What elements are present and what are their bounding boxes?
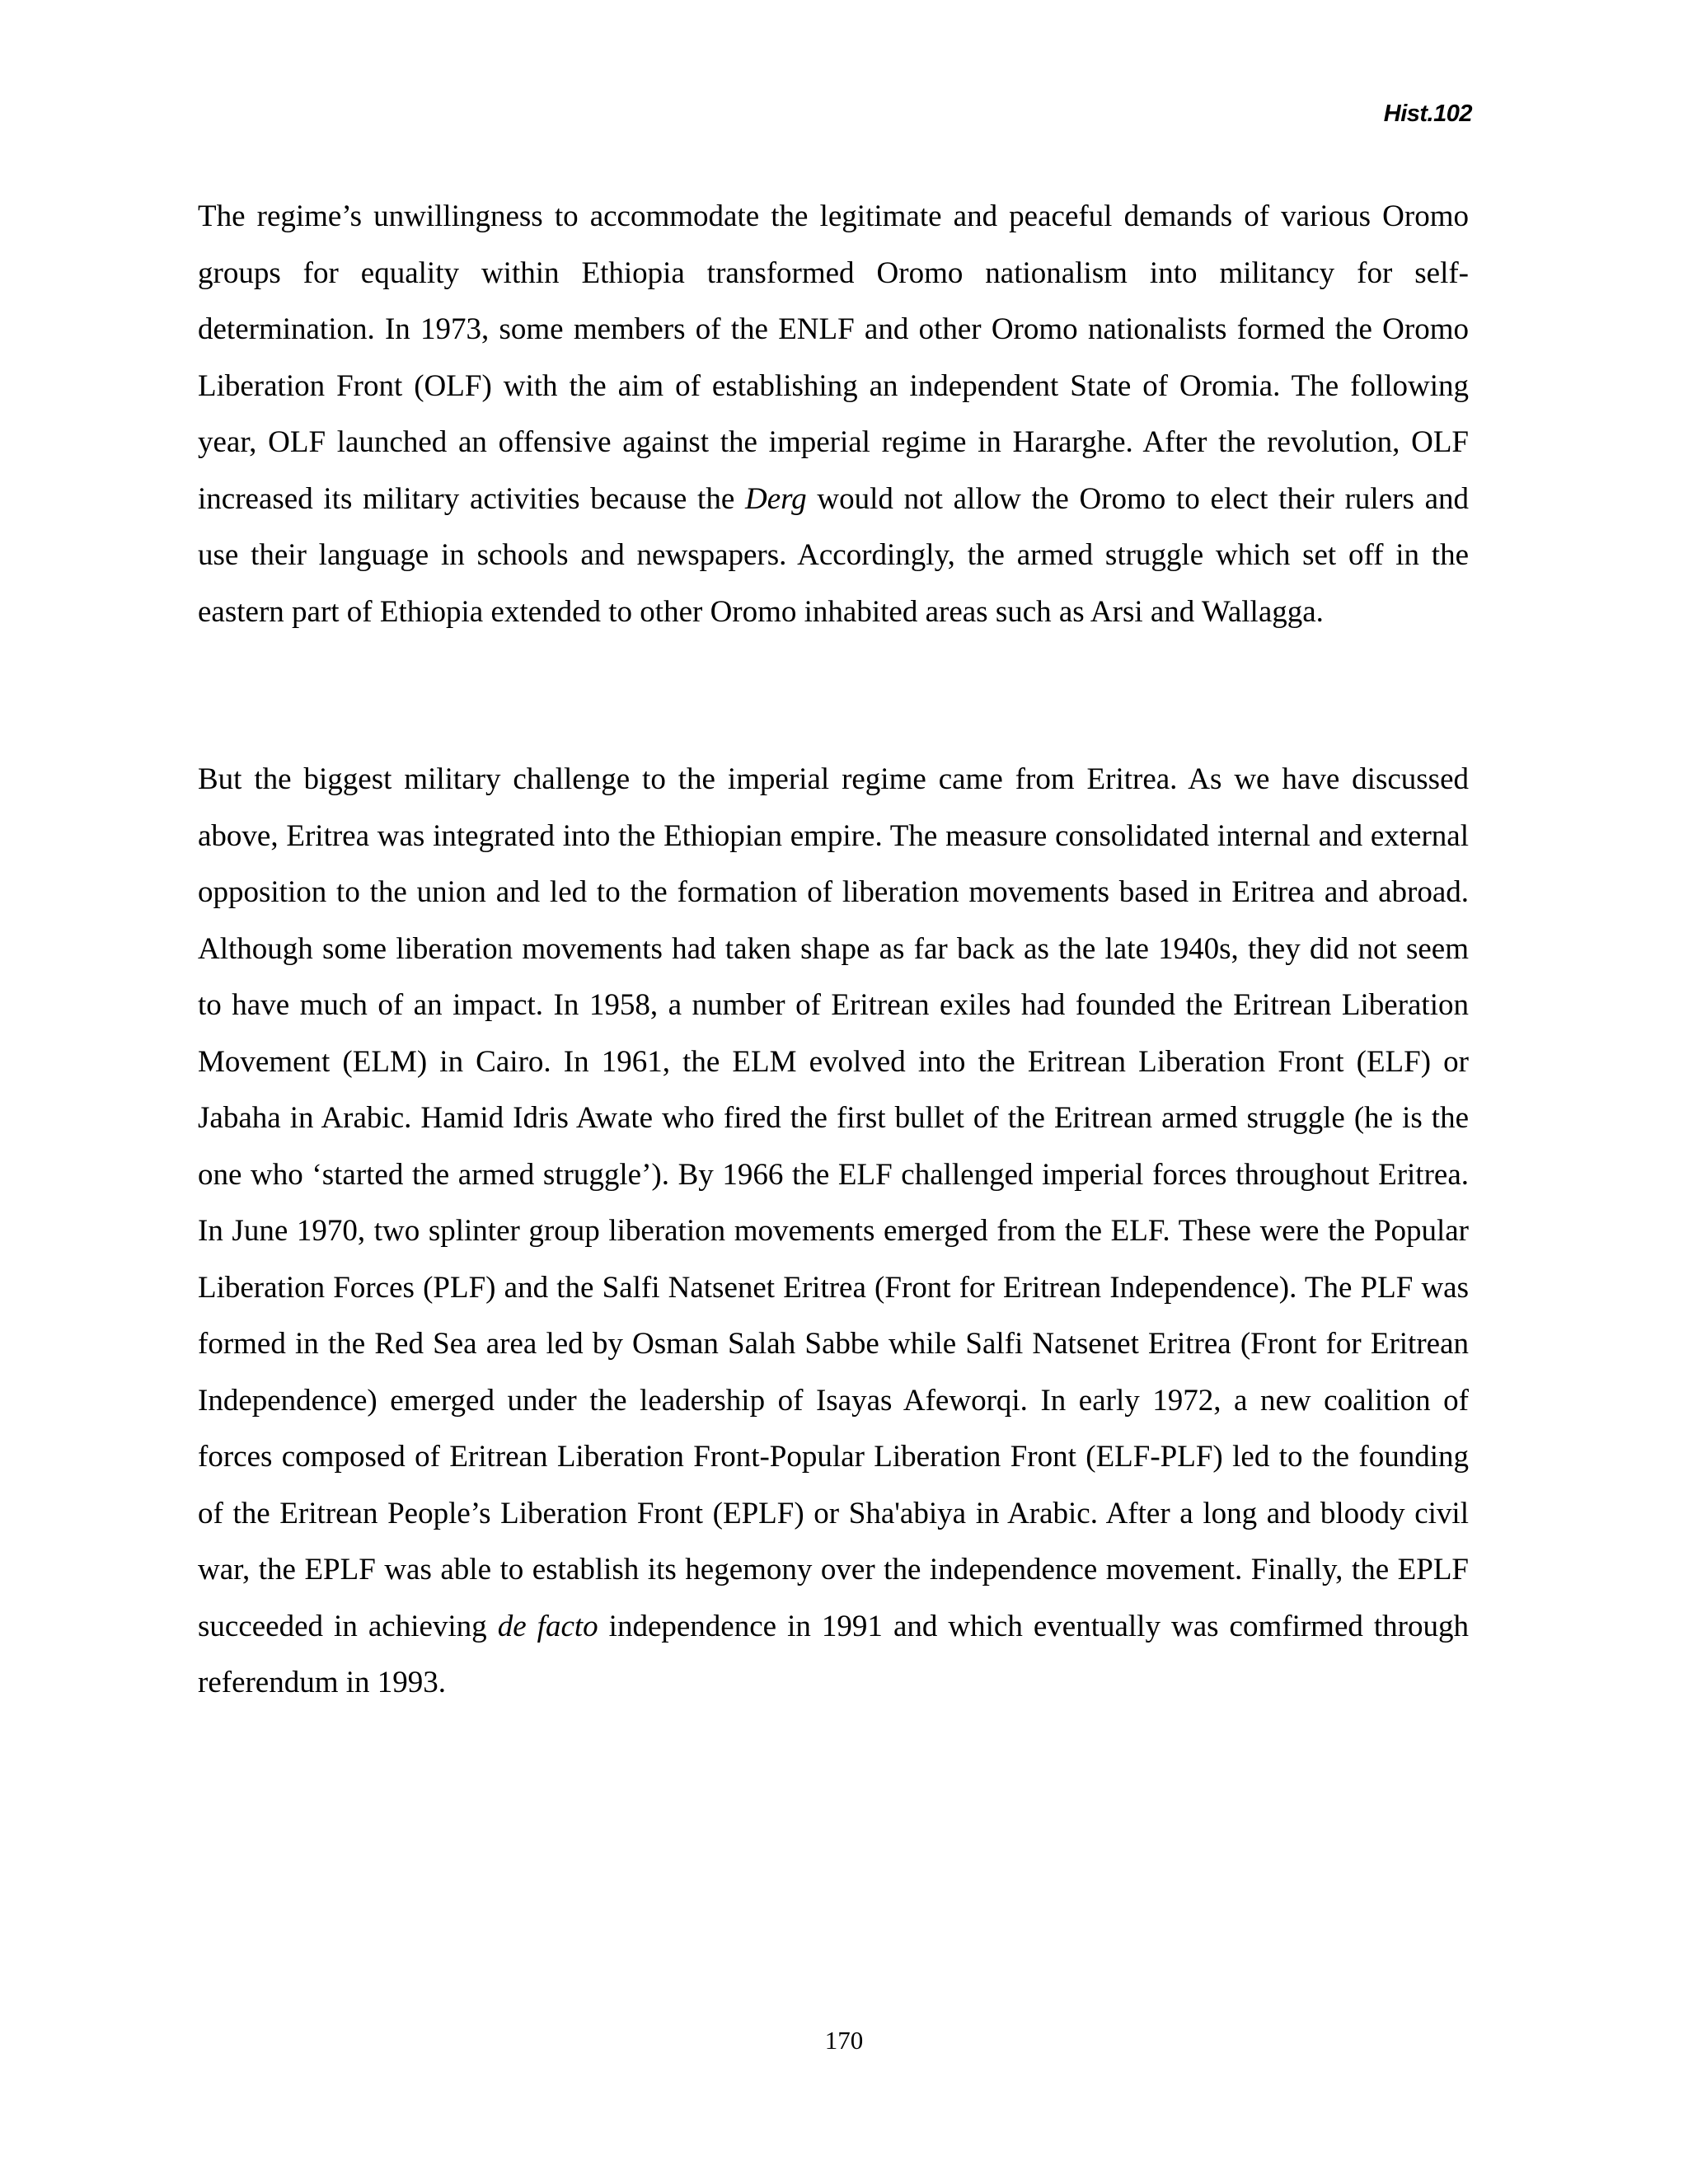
paragraph-oromo-nationalism (198, 189, 1469, 640)
paragraph-text: But the biggest military challenge to the imperial regime came from Eritrea. As we have discussed above, Eritrea was integrated into the Ethiopian empire. The measure consolidated internal and external opposition to the union and led to the formation of liberation movements based in Eritrea and abroad. Although some liberation movements had taken shape as far back as the late 1940s, they did not seem to have much of an impact. In 1958, a number of Eritrean exiles had founded the Eritrean Liberation Movement (ELM) in Cairo. In 1961, the ELM evolved into the Eritrean Liberation Front (ELF) or Jabaha in Arabic. Hamid Idris Awate who fired the first bullet of the Eritrean armed struggle (he is the one who ‘started the armed struggle’). By 1966 the ELF challenged imperial forces throughout Eritrea. In June 1970, two splinter group liberation movements emerged from the ELF. These were the Popular Liberation Forces (PLF) and the Salfi Natsenet Eritrea (Front for Eritrean Independence). The PLF was formed in the Red Sea area led by Osman Salah Sabbe while Salfi Natsenet Eritrea (Front for Eritrean Independence) emerged under the leadership of Isayas Afeworqi. In early 1972, a new coalition of forces composed of Eritrean Liberation Front-Popular Liberation Front (ELF-PLF) led to the founding of the Eritrean People’s Liberation Front (EPLF) or Sha'abiya in Arabic. After a long and bloody civil war, the EPLF was able to establish its hegemony over the independence movement. Finally, the EPLF succeeded in achieving (198, 762, 1469, 1643)
paragraph-text: independence in 1991 and which eventually was comfirmed through referendum in 1993. (198, 1609, 1470, 1699)
page-number: 170 (824, 2026, 864, 2055)
emphasis-derg: Derg (745, 481, 807, 516)
paragraph-text: would not allow the Oromo to elect their rulers and use their language in schools and newspapers. Accordingly, the armed struggle which set off in the eastern part of Ethiopia extended to other Oromo inhabited areas such as Arsi and Wallagga. (198, 481, 1469, 629)
emphasis-de-facto: de facto (497, 1609, 598, 1643)
paragraph-eritrea (198, 752, 1469, 1712)
course-code-header: Hist.102 (1383, 101, 1472, 127)
paragraph-text: The regime’s unwillingness to accommodate the legitimate and peaceful demands of various Oromo groups for equality within Ethiopia transformed Oromo nationalism into militancy for self-determination. In 1973, some members of the ENLF and other Oromo nationalists formed the Oromo Liberation Front (OLF) with the aim of establishing an independent State of Oromia. The following year, OLF launched an offensive against the imperial regime in Hararghe. After the revolution, OLF increased its military activities because the (198, 199, 1469, 516)
